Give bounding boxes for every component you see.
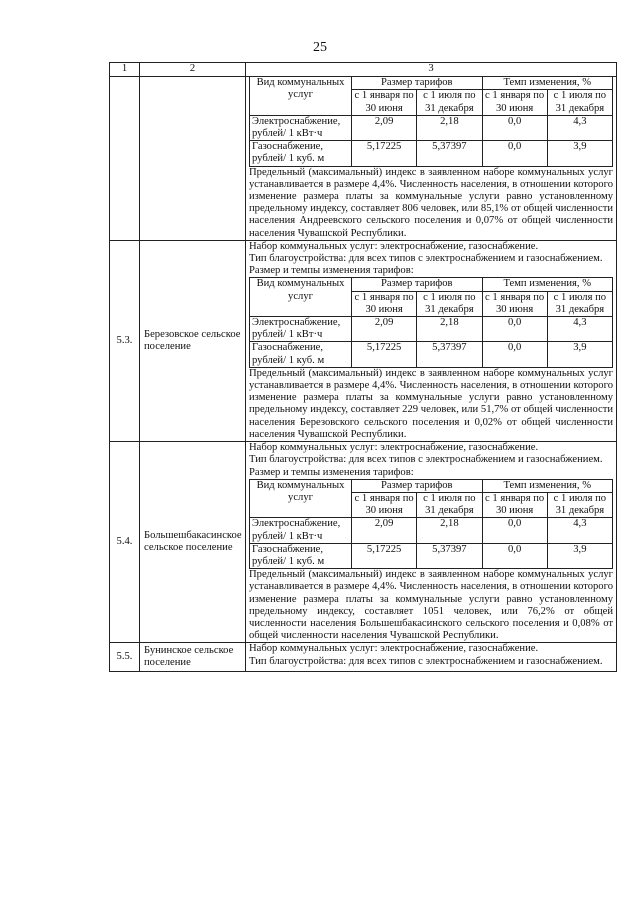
rate-value: 0,0 bbox=[482, 342, 547, 367]
rate-value: 3,9 bbox=[547, 543, 612, 568]
col-title-rate: Темп изменения, % bbox=[482, 278, 613, 291]
tariff-value: 5,17225 bbox=[352, 342, 417, 367]
rate-value: 3,9 bbox=[547, 141, 612, 166]
section-content bbox=[246, 442, 617, 643]
col-title-period-2: с 1 июля по 31 декабря bbox=[417, 492, 482, 517]
col-title-size: Размер тарифов bbox=[352, 479, 483, 492]
tariff-value: 2,18 bbox=[417, 518, 482, 543]
tariff-table bbox=[109, 62, 617, 672]
col-title-rate: Темп изменения, % bbox=[482, 77, 613, 90]
tariff-value: 5,37397 bbox=[417, 141, 482, 166]
col-title-period-2: с 1 июля по 31 декабря bbox=[547, 291, 612, 316]
section-number: 5.5. bbox=[110, 643, 140, 671]
service-name: Газоснабжение, рублей/ 1 куб. м bbox=[250, 342, 352, 367]
tariff-row bbox=[250, 518, 613, 543]
index-paragraph: Предельный (максимальный) индекс в заявленном наборе коммунальных услуг устанавливается в размере 4,4%. Численность населения, в отношении которого изменение размера платы за коммунальные услуги равно установленному предельному индексу, составляет 1051 человек, или 76,2% от общей численности населения Большешбакасинского сельского поселения и 0,08% от общей численности населения Чувашской Республики. bbox=[249, 569, 613, 642]
tariff-row bbox=[250, 342, 613, 367]
section-number: 5.3. bbox=[110, 240, 140, 441]
col-title-vid: Вид коммунальных услуг bbox=[250, 77, 352, 115]
table-row bbox=[110, 77, 617, 241]
col-title-period-2: с 1 июля по 31 декабря bbox=[417, 291, 482, 316]
tariff-row bbox=[250, 317, 613, 342]
improvement-type: Тип благоустройства: для всех типов с электроснабжением и газоснабжением. bbox=[249, 655, 603, 667]
col-title-period-1: с 1 января по 30 июня bbox=[482, 90, 547, 115]
col-title-period-2: с 1 июля по 31 декабря bbox=[547, 492, 612, 517]
header-col-1: 1 bbox=[110, 63, 140, 77]
tariff-value: 5,17225 bbox=[352, 543, 417, 568]
rate-value: 0,0 bbox=[482, 115, 547, 140]
service-name: Электроснабжение, рублей/ 1 кВт·ч bbox=[250, 115, 352, 140]
services-set: Набор коммунальных услуг: электроснабжение, газоснабжение. bbox=[249, 643, 539, 655]
index-paragraph: Предельный (максимальный) индекс в заявленном наборе коммунальных услуг устанавливается в размере 4,4%. Численность населения, в отношении которого изменение размера платы за коммунальные услуги равно установленному предельному индексу, составляет 806 человек, или 85,1% от общей численности населения Андреевского сельского поселения и 0,07% от общей численности населения Чувашской Республики. bbox=[249, 166, 613, 239]
settlement-name: Большешбакасинское сельское поселение bbox=[140, 442, 246, 643]
header-col-2: 2 bbox=[140, 63, 246, 77]
section-content bbox=[246, 643, 617, 671]
tariff-subtable bbox=[249, 479, 613, 569]
index-paragraph: Предельный (максимальный) индекс в заявленном наборе коммунальных услуг устанавливается в размере 4,4%. Численность населения, в отношении которого изменение размера платы за коммунальные услуги равно установленному предельному индексу, составляет 229 человек, или 51,7% от общей численности населения Березовского сельского поселения и 0,02% от общей численности населения Чувашской Республики. bbox=[249, 367, 613, 440]
improvement-type: Тип благоустройства: для всех типов с электроснабжением и газоснабжением. bbox=[249, 253, 603, 265]
col-title-period-1: с 1 января по 30 июня bbox=[482, 492, 547, 517]
rate-value: 0,0 bbox=[482, 518, 547, 543]
table-row bbox=[110, 442, 617, 643]
settlement-name: Бунинское сельское поселение bbox=[140, 643, 246, 671]
col-title-vid: Вид коммунальных услуг bbox=[250, 479, 352, 518]
col-title-period-2: с 1 июля по 31 декабря bbox=[547, 90, 612, 115]
settlement-name: Березовское сельское поселение bbox=[140, 240, 246, 441]
tariff-value: 2,09 bbox=[352, 518, 417, 543]
services-set: Набор коммунальных услуг: электроснабжение, газоснабжение. bbox=[249, 240, 539, 252]
tariff-value: 5,37397 bbox=[417, 342, 482, 367]
service-name: Электроснабжение, рублей/ 1 кВт·ч bbox=[250, 518, 352, 543]
section-content bbox=[246, 77, 617, 241]
col-title-vid: Вид коммунальных услуг bbox=[250, 278, 352, 317]
tariff-subtable bbox=[249, 277, 613, 367]
tariffs-label: Размер и темпы изменения тарифов: bbox=[249, 466, 414, 478]
rate-value: 3,9 bbox=[547, 342, 612, 367]
tariff-value: 5,37397 bbox=[417, 543, 482, 568]
col-title-period-1: с 1 января по 30 июня bbox=[352, 291, 417, 316]
tariff-value: 2,18 bbox=[417, 115, 482, 140]
col-title-period-1: с 1 января по 30 июня bbox=[352, 492, 417, 517]
tariff-value: 2,18 bbox=[417, 317, 482, 342]
services-set: Набор коммунальных услуг: электроснабжение, газоснабжение. bbox=[249, 442, 539, 454]
tariff-value: 2,09 bbox=[352, 115, 417, 140]
tariff-row bbox=[250, 141, 613, 166]
service-name: Газоснабжение, рублей/ 1 куб. м bbox=[250, 543, 352, 568]
col-title-period-1: с 1 января по 30 июня bbox=[482, 291, 547, 316]
tariff-subtable bbox=[249, 77, 613, 166]
section-content bbox=[246, 240, 617, 441]
rate-value: 4,3 bbox=[547, 317, 612, 342]
col-title-size: Размер тарифов bbox=[352, 77, 483, 90]
col-title-size: Размер тарифов bbox=[352, 278, 483, 291]
tariff-value: 5,17225 bbox=[352, 141, 417, 166]
rate-value: 4,3 bbox=[547, 518, 612, 543]
col-title-period-2: с 1 июля по 31 декабря bbox=[417, 90, 482, 115]
service-name: Газоснабжение, рублей/ 1 куб. м bbox=[250, 141, 352, 166]
tariffs-label: Размер и темпы изменения тарифов: bbox=[249, 265, 414, 277]
table-row bbox=[110, 240, 617, 441]
tariff-row bbox=[250, 115, 613, 140]
tariff-value: 2,09 bbox=[352, 317, 417, 342]
rate-value: 4,3 bbox=[547, 115, 612, 140]
header-col-3: 3 bbox=[246, 63, 617, 77]
col-title-rate: Темп изменения, % bbox=[482, 479, 613, 492]
page-number: 25 bbox=[313, 40, 327, 55]
rate-value: 0,0 bbox=[482, 543, 547, 568]
tariff-row bbox=[250, 543, 613, 568]
rate-value: 0,0 bbox=[482, 317, 547, 342]
rate-value: 0,0 bbox=[482, 141, 547, 166]
table-header-row bbox=[110, 63, 617, 77]
section-number: 5.4. bbox=[110, 442, 140, 643]
service-name: Электроснабжение, рублей/ 1 кВт·ч bbox=[250, 317, 352, 342]
col-title-period-1: с 1 января по 30 июня bbox=[352, 90, 417, 115]
improvement-type: Тип благоустройства: для всех типов с электроснабжением и газоснабжением. bbox=[249, 454, 603, 466]
table-row bbox=[110, 643, 617, 671]
